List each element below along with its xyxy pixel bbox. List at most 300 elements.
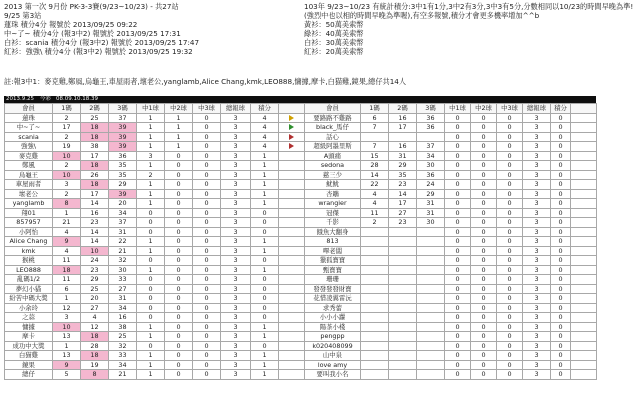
cell-pick: 3 bbox=[53, 180, 81, 190]
cell-stat: 0 bbox=[445, 180, 471, 190]
rules-note: 103年 9/23~10/23 有統計積分:3中1有1分,3中2有3分,3中3有5分,分數相同以10/23的時間早晚為準! bbox=[304, 2, 633, 11]
cell-stat: 0 bbox=[551, 351, 571, 361]
cell-pick: 10 bbox=[81, 246, 109, 256]
cell-stat: 0 bbox=[445, 170, 471, 180]
cell-stat: 0 bbox=[137, 275, 165, 285]
cell-stat: 1 bbox=[251, 237, 279, 247]
column-header: 總報球 bbox=[221, 104, 251, 114]
cell-stat: 0 bbox=[471, 246, 497, 256]
column-header-row bbox=[305, 104, 597, 114]
flag-cell bbox=[279, 237, 305, 247]
cell-pick: 11 bbox=[53, 256, 81, 266]
cell-pick: 6 bbox=[361, 113, 389, 123]
column-header: 積分 bbox=[251, 104, 279, 114]
flag-cell bbox=[571, 303, 597, 313]
cell-pick: 17 bbox=[389, 123, 417, 133]
cell-stat: 0 bbox=[497, 113, 523, 123]
cell-pick: 23 bbox=[389, 180, 417, 190]
cell-stat: 0 bbox=[137, 284, 165, 294]
cell-stat: 3 bbox=[523, 132, 551, 142]
cell-stat: 3 bbox=[523, 237, 551, 247]
column-header: 1碼 bbox=[361, 104, 389, 114]
cell-stat: 0 bbox=[251, 275, 279, 285]
cell-stat: 0 bbox=[445, 208, 471, 218]
flag-cell bbox=[571, 151, 597, 161]
cell-stat: 0 bbox=[251, 227, 279, 237]
cell-pick bbox=[389, 256, 417, 266]
table-row bbox=[305, 151, 597, 161]
flag-cell bbox=[571, 113, 597, 123]
member-name: 話心 bbox=[305, 132, 361, 142]
cell-stat: 0 bbox=[551, 237, 571, 247]
cell-pick bbox=[389, 275, 417, 285]
cell-stat: 3 bbox=[523, 370, 551, 380]
cell-stat: 0 bbox=[165, 370, 193, 380]
table-row bbox=[5, 142, 305, 152]
table-row bbox=[305, 360, 597, 370]
cell-pick: 28 bbox=[81, 341, 109, 351]
cell-pick: 17 bbox=[81, 189, 109, 199]
cell-pick: 29 bbox=[109, 180, 137, 190]
member-name: scania bbox=[5, 132, 53, 142]
cell-stat: 3 bbox=[523, 303, 551, 313]
cell-stat: 0 bbox=[193, 294, 221, 304]
table-row bbox=[5, 180, 305, 190]
cell-stat: 3 bbox=[221, 294, 251, 304]
cell-stat: 0 bbox=[497, 256, 523, 266]
cell-stat: 3 bbox=[221, 199, 251, 209]
cell-pick: 2 bbox=[361, 218, 389, 228]
cell-stat: 3 bbox=[523, 332, 551, 342]
cell-stat: 3 bbox=[523, 161, 551, 171]
flag-cell bbox=[571, 284, 597, 294]
cell-stat: 0 bbox=[471, 351, 497, 361]
cell-stat: 0 bbox=[497, 227, 523, 237]
flag-icon bbox=[289, 143, 294, 149]
cell-stat: 3 bbox=[523, 294, 551, 304]
cell-stat: 0 bbox=[471, 265, 497, 275]
cell-stat: 3 bbox=[221, 360, 251, 370]
cell-pick bbox=[417, 132, 445, 142]
table-row bbox=[305, 275, 597, 285]
column-header-row bbox=[5, 104, 305, 114]
cell-stat: 1 bbox=[165, 142, 193, 152]
cell-pick: 30 bbox=[417, 218, 445, 228]
cell-stat: 0 bbox=[193, 360, 221, 370]
flag-cell bbox=[571, 170, 597, 180]
table-row bbox=[5, 275, 305, 285]
cell-pick: 24 bbox=[81, 256, 109, 266]
cell-stat: 0 bbox=[165, 151, 193, 161]
cell-pick: 27 bbox=[109, 284, 137, 294]
cell-stat: 3 bbox=[221, 341, 251, 351]
cell-pick bbox=[417, 246, 445, 256]
cell-stat: 3 bbox=[221, 237, 251, 247]
cell-pick: 31 bbox=[109, 227, 137, 237]
flag-icon bbox=[289, 124, 294, 130]
cell-stat: 0 bbox=[193, 142, 221, 152]
cell-stat: 4 bbox=[251, 142, 279, 152]
cell-stat: 0 bbox=[445, 113, 471, 123]
cell-pick: 33 bbox=[109, 275, 137, 285]
cell-stat: 0 bbox=[193, 303, 221, 313]
cell-stat: 0 bbox=[165, 180, 193, 190]
cell-stat: 3 bbox=[523, 313, 551, 323]
cell-pick: 2 bbox=[53, 113, 81, 123]
flag-cell bbox=[279, 208, 305, 218]
cell-pick: 18 bbox=[81, 123, 109, 133]
cell-pick bbox=[389, 313, 417, 323]
cell-stat: 0 bbox=[137, 341, 165, 351]
table-row bbox=[5, 322, 305, 332]
cell-pick: 31 bbox=[109, 294, 137, 304]
cell-stat: 0 bbox=[165, 256, 193, 266]
cell-stat: 3 bbox=[523, 199, 551, 209]
cell-stat: 0 bbox=[165, 303, 193, 313]
cell-stat: 0 bbox=[551, 132, 571, 142]
cell-pick: 39 bbox=[109, 132, 137, 142]
cell-stat: 0 bbox=[551, 142, 571, 152]
cell-pick: 19 bbox=[53, 142, 81, 152]
cell-pick: 21 bbox=[109, 246, 137, 256]
cell-stat: 0 bbox=[551, 180, 571, 190]
table-row bbox=[5, 208, 305, 218]
cell-pick: 7 bbox=[361, 123, 389, 133]
cell-stat: 1 bbox=[137, 189, 165, 199]
cell-pick: 15 bbox=[361, 151, 389, 161]
cell-pick bbox=[361, 256, 389, 266]
cell-stat: 1 bbox=[137, 360, 165, 370]
cell-stat: 0 bbox=[165, 341, 193, 351]
cell-stat: 0 bbox=[193, 180, 221, 190]
cell-stat: 0 bbox=[165, 284, 193, 294]
cell-pick: 36 bbox=[417, 113, 445, 123]
column-header: 中2球 bbox=[165, 104, 193, 114]
member-name: 慈三少 bbox=[305, 170, 361, 180]
member-name: 烏龜王 bbox=[5, 170, 53, 180]
results-area bbox=[4, 96, 596, 410]
cell-stat: 3 bbox=[523, 265, 551, 275]
winner-note: 中~了~ 積分4分 (報3中2) 報號於 2013/09/25 17:31 bbox=[4, 29, 181, 38]
cell-pick: 36 bbox=[417, 170, 445, 180]
flag-cell bbox=[279, 303, 305, 313]
column-header: 3碼 bbox=[417, 104, 445, 114]
table-row bbox=[305, 246, 597, 256]
cell-stat: 1 bbox=[165, 113, 193, 123]
cell-stat: 4 bbox=[251, 132, 279, 142]
cell-pick: 39 bbox=[109, 123, 137, 133]
cell-stat: 0 bbox=[497, 237, 523, 247]
cell-pick: 29 bbox=[389, 161, 417, 171]
cell-stat: 3 bbox=[523, 246, 551, 256]
cell-pick: 20 bbox=[109, 199, 137, 209]
cell-stat: 0 bbox=[165, 170, 193, 180]
cell-pick: 16 bbox=[389, 113, 417, 123]
prize-white: 白衫：30萬美索幣 bbox=[304, 38, 364, 47]
cell-stat: 3 bbox=[523, 351, 551, 361]
cell-pick bbox=[361, 246, 389, 256]
cell-stat: 1 bbox=[137, 199, 165, 209]
cell-stat: 0 bbox=[165, 218, 193, 228]
cell-stat: 3 bbox=[221, 351, 251, 361]
cell-stat: 4 bbox=[251, 113, 279, 123]
cell-stat: 3 bbox=[221, 303, 251, 313]
cell-pick: 4 bbox=[53, 246, 81, 256]
table-row bbox=[305, 256, 597, 266]
cell-pick: 37 bbox=[109, 218, 137, 228]
table-row bbox=[305, 313, 597, 323]
cell-pick: 19 bbox=[81, 360, 109, 370]
cell-stat: 0 bbox=[551, 170, 571, 180]
member-name: 猴桃 bbox=[5, 256, 53, 266]
cell-stat: 0 bbox=[497, 199, 523, 209]
table-row bbox=[5, 351, 305, 361]
cell-stat: 0 bbox=[251, 341, 279, 351]
cell-pick bbox=[361, 313, 389, 323]
member-name: 獵狐寶寶 bbox=[305, 256, 361, 266]
member-name: 翔01 bbox=[5, 208, 53, 218]
cell-stat: 0 bbox=[193, 256, 221, 266]
draw-label: 今彩 bbox=[40, 96, 52, 102]
cell-stat: 0 bbox=[497, 351, 523, 361]
cell-stat: 0 bbox=[445, 227, 471, 237]
cell-stat: 0 bbox=[445, 161, 471, 171]
cell-stat: 0 bbox=[471, 180, 497, 190]
cell-stat: 0 bbox=[471, 113, 497, 123]
cell-stat: 1 bbox=[251, 322, 279, 332]
cell-stat: 0 bbox=[193, 275, 221, 285]
cell-pick: 13 bbox=[53, 351, 81, 361]
cell-pick bbox=[389, 303, 417, 313]
cell-stat: 0 bbox=[193, 132, 221, 142]
cell-pick: 36 bbox=[109, 151, 137, 161]
cell-pick bbox=[361, 360, 389, 370]
member-name: 小小小蘿 bbox=[305, 313, 361, 323]
table-row bbox=[305, 123, 597, 133]
cell-stat: 0 bbox=[471, 123, 497, 133]
cell-stat: 0 bbox=[551, 303, 571, 313]
cell-pick: 25 bbox=[81, 113, 109, 123]
cell-stat: 0 bbox=[193, 113, 221, 123]
cell-stat: 1 bbox=[251, 351, 279, 361]
member-name: love amy bbox=[305, 360, 361, 370]
flag-cell bbox=[571, 332, 597, 342]
cell-stat: 0 bbox=[165, 351, 193, 361]
table-row bbox=[5, 313, 305, 323]
cell-pick: 35 bbox=[389, 170, 417, 180]
cell-stat: 1 bbox=[251, 265, 279, 275]
cell-stat: 0 bbox=[165, 360, 193, 370]
member-name: 之蒜 bbox=[5, 313, 53, 323]
cell-stat: 0 bbox=[551, 113, 571, 123]
member-name: kmk bbox=[5, 246, 53, 256]
cell-stat: 3 bbox=[523, 142, 551, 152]
cell-stat: 0 bbox=[471, 218, 497, 228]
cell-stat: 0 bbox=[497, 322, 523, 332]
table-row bbox=[5, 218, 305, 228]
flag-cell bbox=[571, 370, 597, 380]
cell-stat: 0 bbox=[251, 313, 279, 323]
flag-cell bbox=[279, 275, 305, 285]
cell-pick: 30 bbox=[417, 161, 445, 171]
cell-stat: 0 bbox=[165, 237, 193, 247]
member-name: 超級阿墨里斯 bbox=[305, 142, 361, 152]
cell-stat: 3 bbox=[523, 189, 551, 199]
cell-pick: 39 bbox=[109, 142, 137, 152]
cell-pick: 17 bbox=[389, 199, 417, 209]
cell-stat: 3 bbox=[221, 265, 251, 275]
cell-pick: 23 bbox=[389, 218, 417, 228]
cell-stat: 0 bbox=[193, 351, 221, 361]
member-name: 蓮珠 bbox=[5, 113, 53, 123]
table-row bbox=[5, 370, 305, 380]
flag-cell bbox=[279, 151, 305, 161]
cell-stat: 0 bbox=[445, 332, 471, 342]
table-row bbox=[305, 227, 597, 237]
cell-stat: 0 bbox=[193, 246, 221, 256]
cell-stat: 0 bbox=[445, 303, 471, 313]
cell-stat: 0 bbox=[471, 142, 497, 152]
cell-stat: 0 bbox=[193, 284, 221, 294]
cell-pick: 1 bbox=[53, 208, 81, 218]
member-name: 山中泉 bbox=[305, 351, 361, 361]
cell-stat: 0 bbox=[193, 189, 221, 199]
cell-stat: 1 bbox=[137, 322, 165, 332]
cell-pick: 14 bbox=[81, 199, 109, 209]
cell-stat: 3 bbox=[221, 227, 251, 237]
cell-stat: 0 bbox=[471, 284, 497, 294]
cell-stat: 0 bbox=[137, 313, 165, 323]
flag-cell bbox=[279, 256, 305, 266]
cell-stat: 0 bbox=[551, 360, 571, 370]
cell-stat: 0 bbox=[445, 284, 471, 294]
cell-pick: 2 bbox=[53, 161, 81, 171]
flag-cell bbox=[571, 265, 597, 275]
cell-stat: 0 bbox=[165, 161, 193, 171]
flag-cell bbox=[279, 227, 305, 237]
cell-stat: 3 bbox=[523, 284, 551, 294]
cell-stat: 4 bbox=[251, 123, 279, 133]
cell-stat: 3 bbox=[221, 189, 251, 199]
column-header: 1碼 bbox=[53, 104, 81, 114]
cell-stat: 0 bbox=[165, 246, 193, 256]
member-name: 亂碼1/2 bbox=[5, 275, 53, 285]
cell-stat: 3 bbox=[523, 322, 551, 332]
member-name: k020408099 bbox=[305, 341, 361, 351]
member-name: 夢幻小貓 bbox=[5, 284, 53, 294]
member-name: 小阿怡 bbox=[5, 227, 53, 237]
cell-stat: 0 bbox=[445, 322, 471, 332]
cell-pick bbox=[417, 256, 445, 266]
cell-stat: 0 bbox=[445, 370, 471, 380]
cell-stat: 0 bbox=[251, 256, 279, 266]
cell-stat: 3 bbox=[523, 256, 551, 266]
flag-cell bbox=[279, 180, 305, 190]
cell-stat: 0 bbox=[445, 132, 471, 142]
flag-cell bbox=[279, 265, 305, 275]
cell-pick bbox=[361, 132, 389, 142]
cell-stat: 0 bbox=[445, 189, 471, 199]
cell-stat: 1 bbox=[251, 161, 279, 171]
member-name: wrangier bbox=[305, 199, 361, 209]
cell-stat: 3 bbox=[523, 113, 551, 123]
flag-cell bbox=[279, 370, 305, 380]
cell-stat: 1 bbox=[137, 113, 165, 123]
table-row bbox=[305, 161, 597, 171]
member-name: 發發發發財寶 bbox=[305, 284, 361, 294]
cell-stat: 0 bbox=[193, 313, 221, 323]
cell-stat: 0 bbox=[551, 199, 571, 209]
cell-stat: 3 bbox=[221, 332, 251, 342]
cell-pick: 17 bbox=[81, 151, 109, 161]
cell-stat: 0 bbox=[471, 170, 497, 180]
cell-pick bbox=[417, 313, 445, 323]
flag-cell bbox=[279, 313, 305, 323]
cell-stat: 0 bbox=[497, 151, 523, 161]
cell-pick: 37 bbox=[109, 113, 137, 123]
cell-pick: 12 bbox=[81, 322, 109, 332]
cell-stat: 3 bbox=[523, 227, 551, 237]
cell-pick: 31 bbox=[417, 208, 445, 218]
cell-pick: 34 bbox=[109, 208, 137, 218]
member-name: 摩卡 bbox=[5, 332, 53, 342]
footnote: 註:報3中1：麥克雞,鄭風,烏龜王,車屋雨者,壞老公,yanglamb,Alice Chang,kmk,LEO888,慵據,摩卡,白猫雞,鏡果,總仔共14人 bbox=[4, 77, 407, 86]
cell-stat: 1 bbox=[137, 237, 165, 247]
cell-stat: 0 bbox=[551, 284, 571, 294]
cell-stat: 1 bbox=[251, 189, 279, 199]
cell-stat: 0 bbox=[551, 275, 571, 285]
flag-cell bbox=[279, 284, 305, 294]
table-row bbox=[305, 265, 597, 275]
cell-pick: 23 bbox=[81, 265, 109, 275]
member-name: Alice Chang bbox=[5, 237, 53, 247]
flag-cell bbox=[571, 227, 597, 237]
cell-stat: 1 bbox=[137, 246, 165, 256]
cell-pick bbox=[361, 370, 389, 380]
flag-cell bbox=[279, 132, 305, 142]
cell-pick bbox=[389, 351, 417, 361]
cell-stat: 0 bbox=[445, 123, 471, 133]
cell-stat: 0 bbox=[445, 275, 471, 285]
cell-stat: 1 bbox=[137, 332, 165, 342]
winner-note: 蓮珠 積分4分 報號於 2013/09/25 09:22 bbox=[4, 20, 138, 29]
round-label: 9/25 第3站 bbox=[4, 11, 42, 20]
cell-pick: 11 bbox=[361, 208, 389, 218]
cell-pick bbox=[417, 284, 445, 294]
flag-column bbox=[279, 104, 305, 114]
column-header: 2碼 bbox=[81, 104, 109, 114]
cell-stat: 0 bbox=[497, 332, 523, 342]
cell-stat: 0 bbox=[497, 208, 523, 218]
cell-stat: 0 bbox=[193, 237, 221, 247]
cell-stat: 1 bbox=[137, 265, 165, 275]
member-name: 成功中大獎 bbox=[5, 341, 53, 351]
cell-stat: 0 bbox=[471, 237, 497, 247]
cell-stat: 3 bbox=[221, 170, 251, 180]
cell-pick: 10 bbox=[53, 322, 81, 332]
cell-stat: 1 bbox=[251, 246, 279, 256]
cell-stat: 0 bbox=[137, 227, 165, 237]
cell-pick: 10 bbox=[53, 170, 81, 180]
cell-stat: 3 bbox=[523, 170, 551, 180]
cell-pick: 18 bbox=[81, 132, 109, 142]
table-row bbox=[305, 189, 597, 199]
cell-stat: 1 bbox=[165, 123, 193, 133]
flag-cell bbox=[571, 218, 597, 228]
cell-stat: 3 bbox=[523, 180, 551, 190]
cell-stat: 3 bbox=[523, 218, 551, 228]
flag-cell bbox=[571, 180, 597, 190]
